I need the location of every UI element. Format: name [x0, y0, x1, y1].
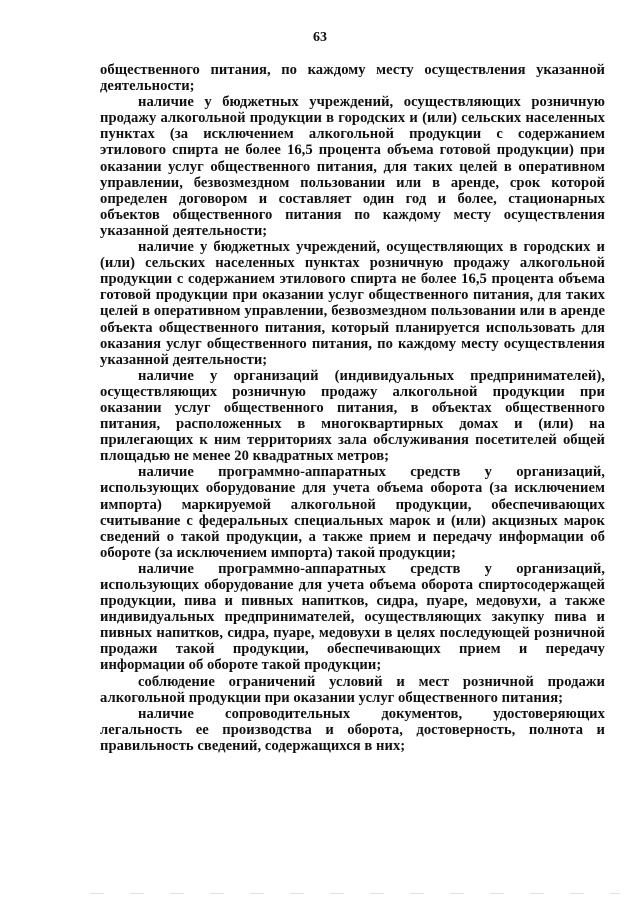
paragraph-7: соблюдение ограничений условий и мест розничной продажи алкогольной продукции при оказании услуг общественного питания; — [100, 673, 605, 706]
document-body — [100, 62, 605, 754]
paragraph-1: общественного питания, по каждому месту осуществления указанной деятельности; — [100, 62, 605, 95]
scan-artifact-line — [90, 893, 620, 894]
paragraph-5: наличие программно-аппаратных средств у организаций, использующих оборудование для учета объема оборота (за исключением импорта) маркируемой алкогольной продукции, обеспечивающих считывание с федеральных специальных марок и (или) акцизных марок сведений о такой продукции, а также прием и передачу информации об обороте (за исключением импорта) такой продукции; — [100, 464, 605, 561]
paragraph-2: наличие у бюджетных учреждений, осуществляющих розничную продажу алкогольной продукции в городских и (или) сельских населенных пунктах (за исключением алкогольной продукции с содержанием этилового спирта не более 16,5 процента объема готовой продукции) при оказании услуг общественного питания, для таких целей в оперативном управлении, безвозмездном пользовании или в аренде, срок которой определен договором и составляет один год и более, стационарных объектов общественного питания по каждому месту осуществления указанной деятельности; — [100, 94, 605, 239]
page-number: 63 — [313, 30, 327, 45]
paragraph-4: наличие у организаций (индивидуальных предпринимателей), осуществляющих розничную продажу алкогольной продукции при оказании услуг общественного питания, в объектах общественного питания, расположенных в многоквартирных домах и (или) на прилегающих к ним территориях зала обслуживания посетителей общей площадью не менее 20 квадратных метров; — [100, 367, 605, 465]
paragraph-3: наличие у бюджетных учреждений, осуществляющих в городских и (или) сельских населенных пунктах розничную продажу алкогольной продукции с содержанием этилового спирта не более 16,5 процента объема готовой продукции при оказании услуг общественного питания, для таких целей в оперативном управлении, безвозмездном пользовании или в аренде объекта общественного питания, который планируется использовать для оказания услуг общественного питания, по каждому месту осуществления указанной деятельности; — [100, 239, 605, 368]
paragraph-8: наличие сопроводительных документов, удостоверяющих легальность ее производства и оборота, достоверность, полнота и правильность сведений, содержащихся в них; — [100, 705, 605, 754]
paragraph-6: наличие программно-аппаратных средств у организаций, использующих оборудование для учета объема оборота спиртосодержащей продукции, пива и пивных напитков, сидра, пуаре, медовухи, а также индивидуальных предпринимателей, осуществляющих закупку пива и пивных напитков, сидра, пуаре, медовухи в целях последующей розничной продажи такой продукции, обеспечивающих прием и передачу информации об обороте такой продукции; — [100, 560, 605, 674]
